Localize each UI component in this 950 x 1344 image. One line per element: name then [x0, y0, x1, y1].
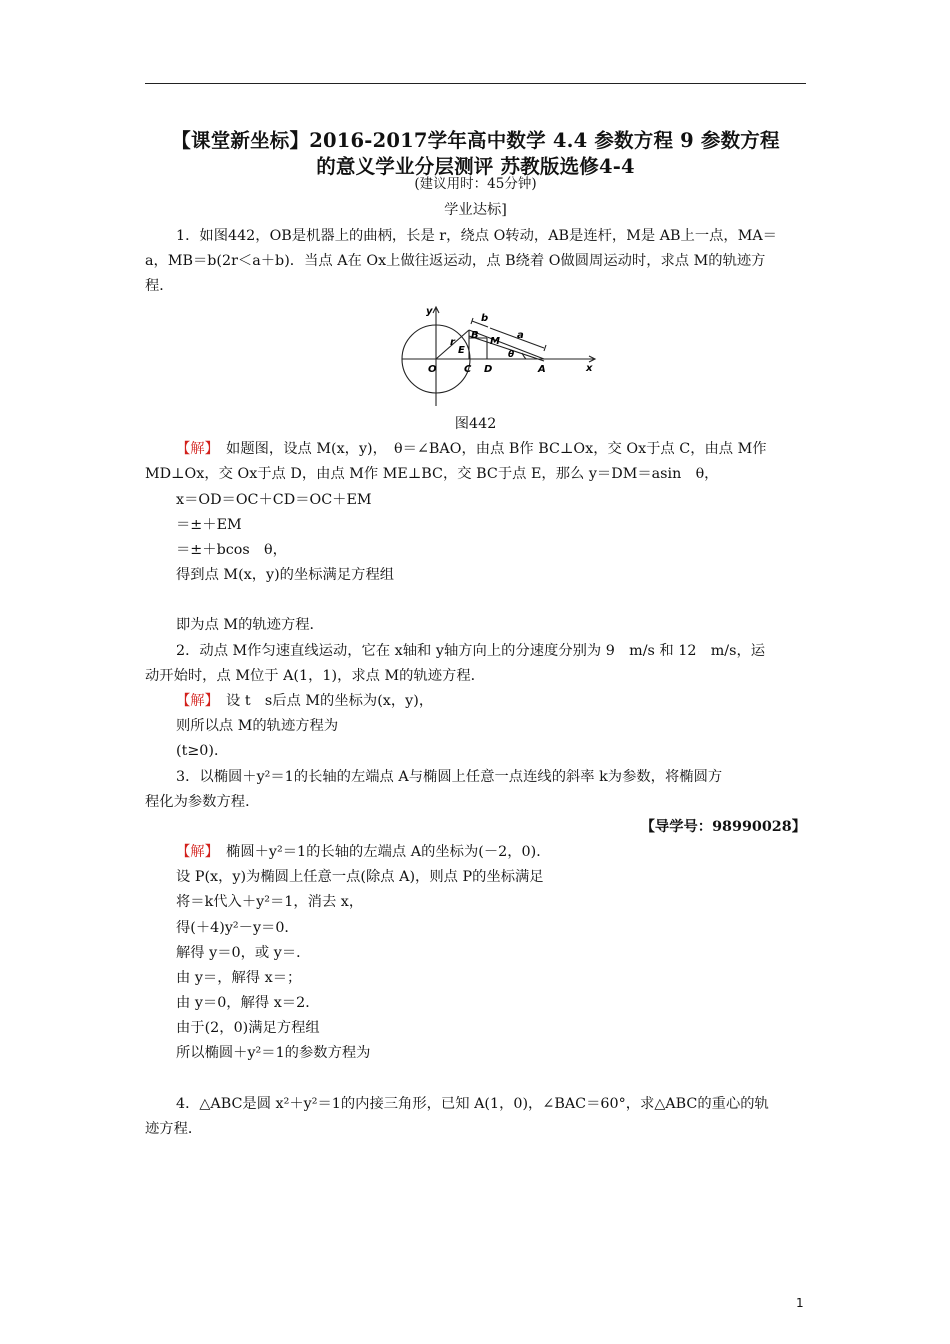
solution-tag: 【解】	[176, 693, 212, 709]
label-M: M	[490, 336, 500, 347]
s2-line3: (t≥0)．	[176, 743, 229, 759]
label-E: E	[458, 345, 465, 356]
label-D: D	[484, 364, 493, 375]
s1-line2: MD⊥Ox，交 Ox于点 D，由点 M作 ME⊥BC，交 BC于点 E，那么 y＝DM＝asin θ，	[145, 466, 719, 482]
q1-line2: a，MB＝b(2r＜a＋b)．当点 A在 Ox上做往返运动，点 B绕着 O做圆周运动时，求点 M的轨迹方	[145, 253, 766, 269]
s3-line1	[176, 842, 551, 862]
label-a: a	[517, 330, 524, 341]
s1-line6: 得到点 M(x，y)的坐标满足方程组	[176, 567, 395, 583]
dim-tick-2	[544, 345, 546, 351]
guide-number: 【导学号：98990028】	[640, 819, 806, 835]
s3-line9: 所以椭圆＋y²＝1的参数方程为	[176, 1045, 371, 1061]
s3-line5: 解得 y＝0，或 y＝．	[176, 945, 311, 961]
q3-line2: 程化为参数方程．	[145, 794, 260, 810]
label-A: A	[538, 364, 546, 375]
label-b: b	[481, 313, 489, 324]
q4-line1: 4．△ABC是圆 x²＋y²＝1的内接三角形，已知 A(1，0)，∠BAC＝60°，求△ABC的重心的轨	[176, 1096, 769, 1112]
label-O: O	[428, 364, 437, 375]
s3-line7: 由 y＝0，解得 x＝2．	[176, 995, 320, 1011]
s1-line1	[176, 439, 767, 459]
s3-line8: 由于(2，0)满足方程组	[176, 1020, 320, 1036]
s2-line1	[176, 691, 433, 711]
s3-line4: 得(＋4)y²－y＝0．	[176, 920, 299, 936]
section-heading: 学业达标]	[444, 202, 507, 218]
q1-line3: 程．	[145, 278, 174, 294]
q4-line2: 迹方程．	[145, 1121, 203, 1137]
s1-line1-text: 如题图，设点 M(x，y)， θ＝∠BAO，由点 B作 BC⊥Ox，交 Ox于点 C，由点 M作	[211, 441, 767, 457]
s1-line3: x＝OD＝OC＋CD＝OC＋EM	[176, 492, 372, 508]
label-B: B	[471, 330, 479, 341]
label-C: C	[464, 364, 472, 375]
s3-line6: 由 y＝，解得 x＝；	[176, 970, 302, 986]
s1-line4: ＝±＋EM	[176, 517, 242, 533]
q1-line1: 1．如图442，OB是机器上的曲柄，长是 r，绕点 O转动，AB是连杆，M是 AB上一点，MA＝	[176, 228, 777, 244]
label-theta: θ	[508, 350, 515, 360]
s3-line2: 设 P(x，y)为椭圆上任意一点(除点 A)，则点 P的坐标满足	[176, 869, 544, 885]
s2-line2: 则所以点 M的轨迹方程为	[176, 718, 339, 734]
s3-line1-text: 椭圆＋y²＝1的长轴的左端点 A的坐标为(－2，0)．	[211, 844, 551, 860]
s3-line3: 将＝k代入＋y²＝1，消去 x，	[176, 894, 364, 910]
label-r: r	[450, 337, 455, 348]
q2-line1: 2．动点 M作匀速直线运动，它在 x轴和 y轴方向上的分速度分别为 9 m/s 和 12 m/s，运	[176, 643, 766, 659]
figure-caption: 图442	[454, 416, 497, 432]
solution-tag: 【解】	[176, 844, 212, 860]
figure-442	[398, 302, 603, 412]
q2-line2: 动开始时，点 M位于 A(1，1)，求点 M的轨迹方程．	[145, 668, 485, 684]
s1-line5: ＝±＋bcos θ，	[176, 542, 287, 558]
q3-line1: 3．以椭圆＋y²＝1的长轴的左端点 A与椭圆上任意一点连线的斜率 k为参数，将椭圆方	[176, 769, 723, 785]
page-number: 1	[796, 1296, 804, 1310]
document-title-line2: 的意义学业分层测评 苏教版选修4-4	[316, 155, 635, 178]
label-y: y	[426, 306, 433, 317]
rod-BA-bottom	[469, 336, 544, 361]
label-x: x	[586, 363, 593, 374]
s2-line1-text: 设 t s后点 M的坐标为(x，y)，	[211, 693, 434, 709]
time-note: (建议用时：45分钟)	[414, 176, 537, 192]
solution-tag: 【解】	[176, 441, 212, 457]
header-rule	[145, 83, 806, 84]
s1-line7: 即为点 M的轨迹方程．	[176, 617, 324, 633]
document-title-line1: 【课堂新坐标】2016-2017学年高中数学 4.4 参数方程 9 参数方程	[171, 129, 780, 152]
